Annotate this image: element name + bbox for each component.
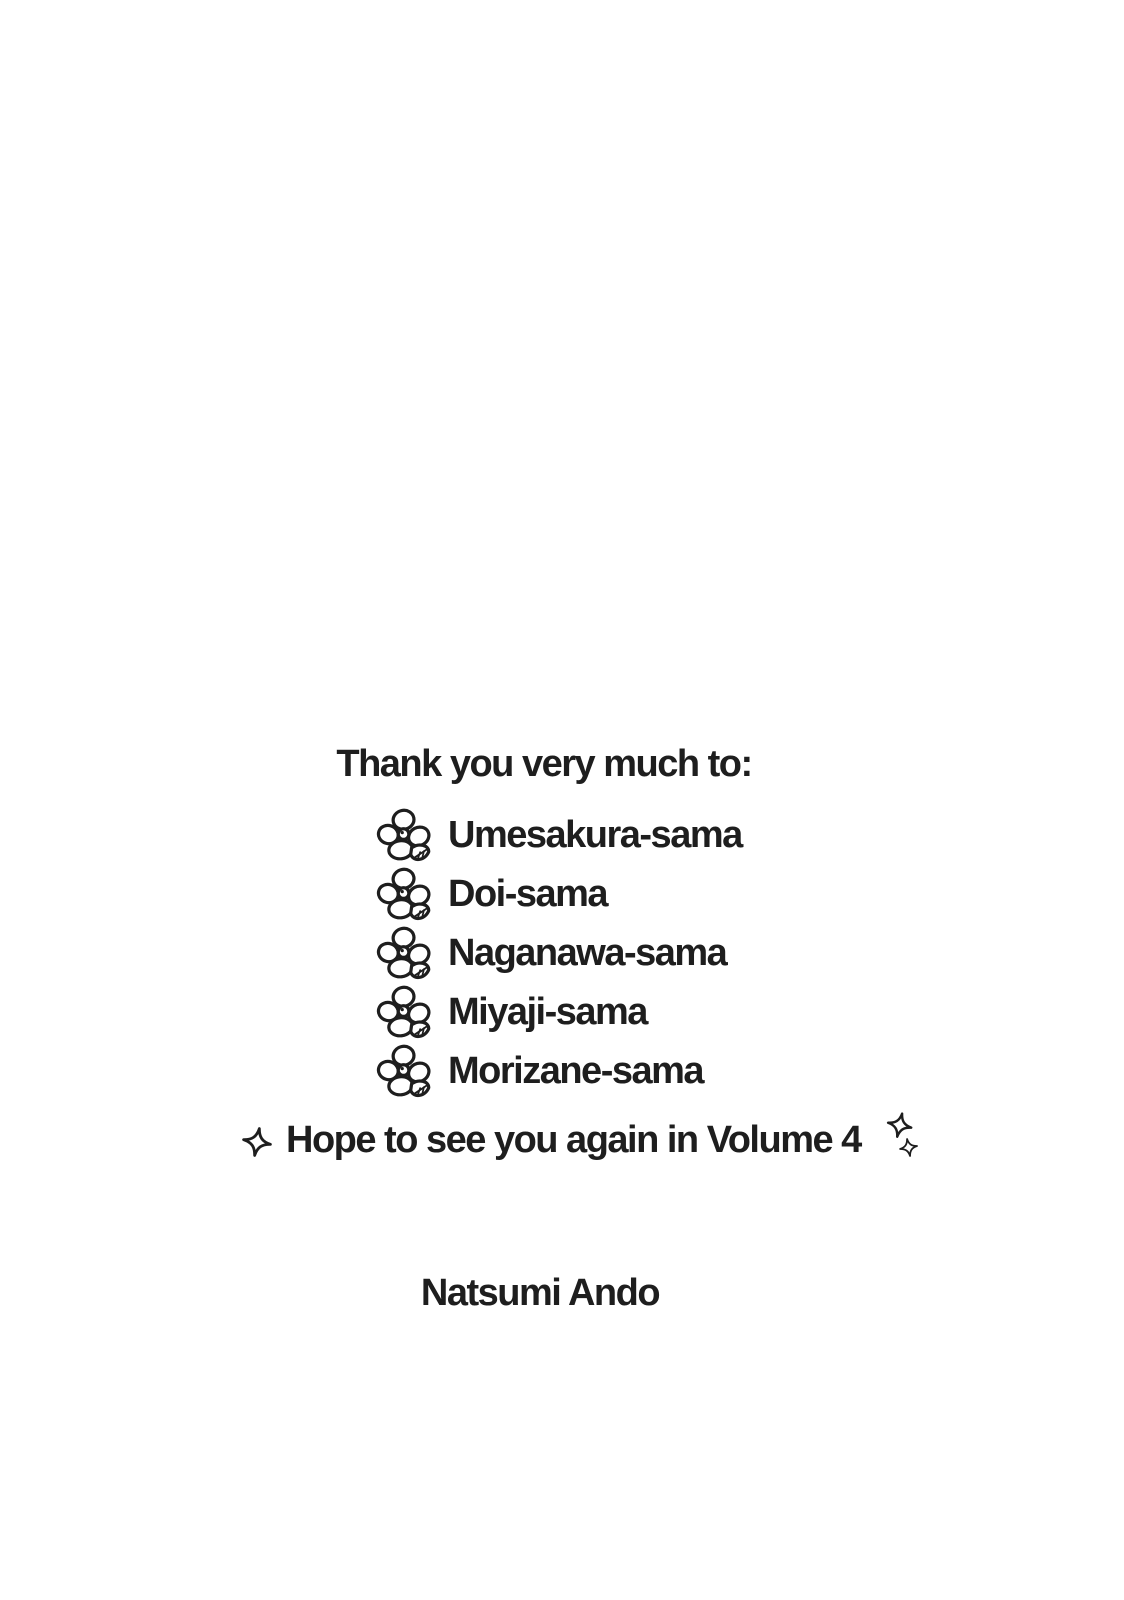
list-item [376,1042,742,1101]
author-name: Natsumi Ando [420,1272,660,1314]
thanked-person-name: Morizane-sama [448,1050,704,1092]
flower-icon [376,807,433,864]
thanked-person-name: Doi-sama [448,873,608,915]
list-item [376,924,742,983]
sparkle-icon [242,1127,272,1157]
flower-icon [376,984,433,1041]
list-item [376,865,742,924]
thanked-person-name: Umesakura-sama [448,814,742,856]
sparkle-pair-icon [879,1112,923,1164]
flower-icon [376,925,433,982]
thanked-person-name: Miyaji-sama [448,991,647,1033]
thanked-person-name: Naganawa-sama [448,932,727,974]
closing-line [242,1110,923,1170]
thanks-heading: Thank you very much to: [336,743,752,785]
thanks-list [376,806,742,1101]
closing-message: Hope to see you again in Volume 4 [286,1118,861,1161]
flower-icon [376,1043,433,1100]
flower-icon [376,866,433,923]
list-item [376,806,742,865]
list-item [376,983,742,1042]
